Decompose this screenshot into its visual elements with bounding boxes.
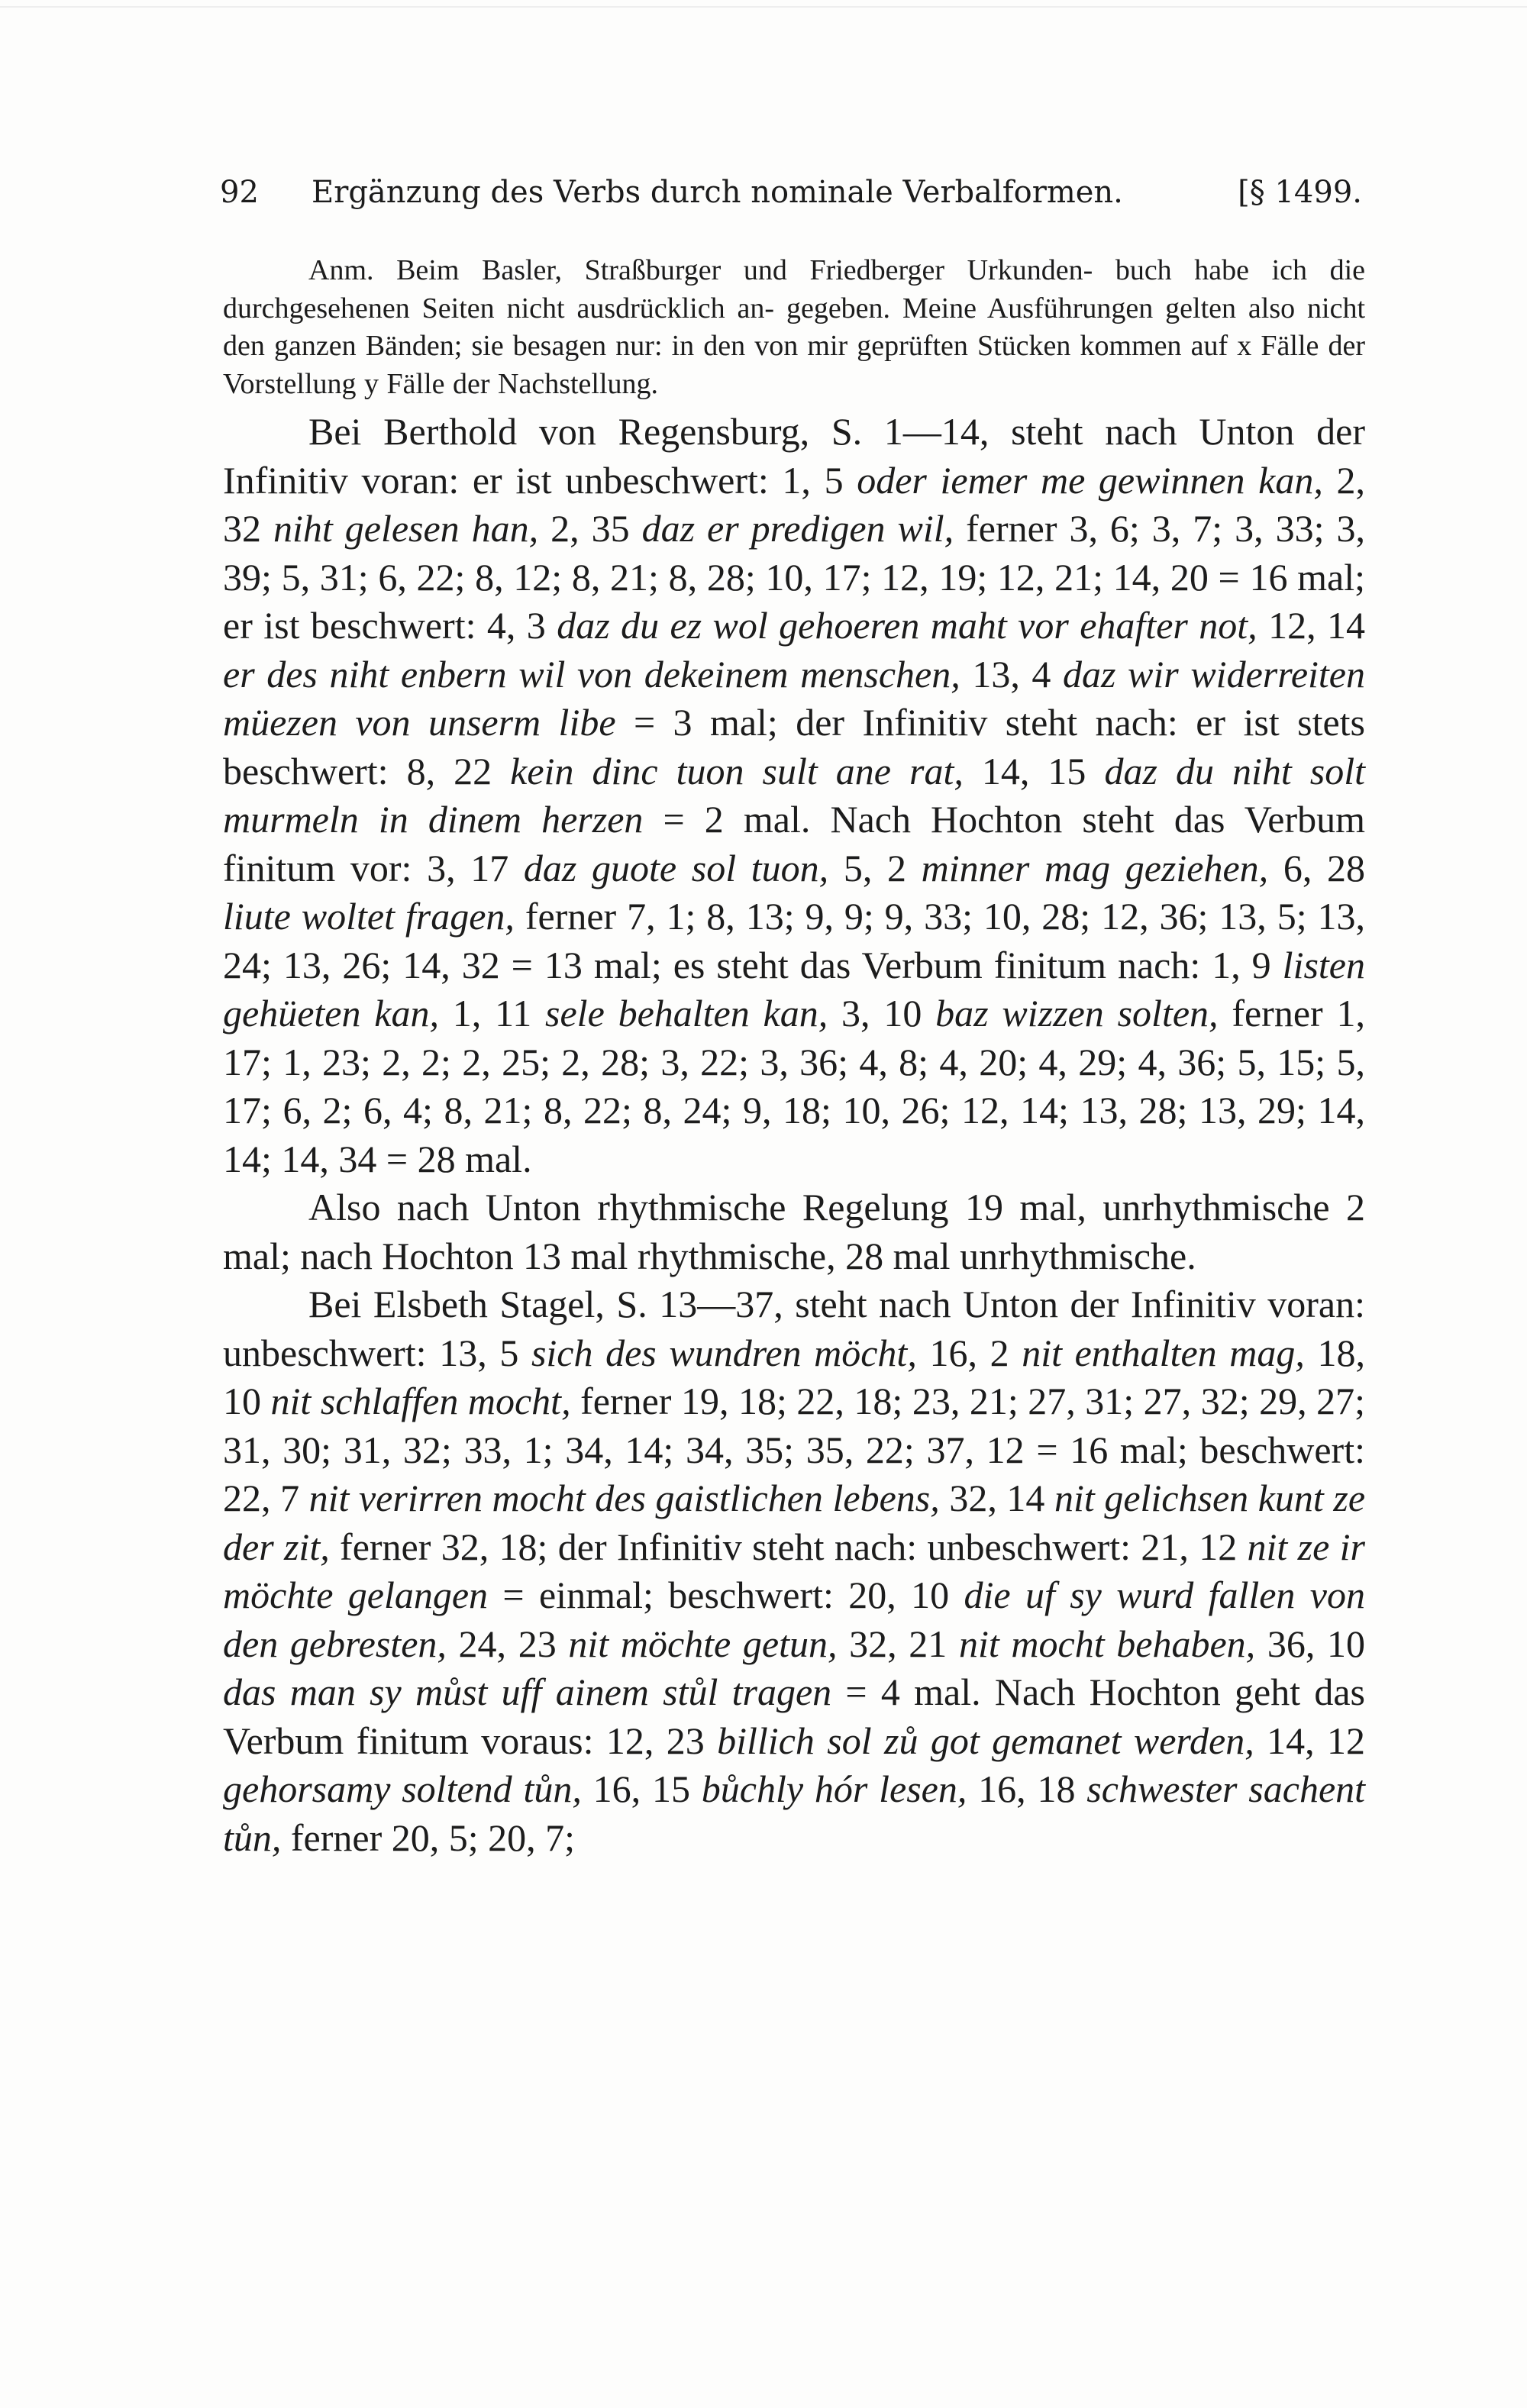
quote-run: listen gehüeten kan, — [223, 943, 1365, 1035]
text-run: 18, 10 — [223, 1331, 1366, 1422]
quote-run: niht gelesen han, — [273, 507, 539, 550]
text-run: Bei Berthold von Regensburg, S. 1—14, steht nach Unton der Infinitiv voran: er ist unbeschwert: 1, 5 — [223, 410, 1365, 502]
text-run: 3, 10 — [828, 992, 936, 1035]
quote-run: liute woltet fragen, — [223, 895, 515, 938]
paragraph-elsbeth — [223, 1280, 1365, 1862]
running-title: Ergänzung des Verbs durch nominale Verbalformen. — [312, 175, 1123, 210]
quote-run: nit ze ir möchte gelangen — [223, 1525, 1365, 1616]
quote-run: nit gelichsen kunt ze der zit, — [223, 1477, 1366, 1568]
body-text — [223, 252, 1365, 1862]
text-run: 32, 21 — [837, 1622, 959, 1665]
quote-run: er des niht enbern wil von dekeinem menschen, — [223, 652, 960, 696]
text-run: ferner 3, 6; 3, 7; 3, 33; 3, 39; 5, 31; 6, 22; 8, 12; 8, 21; 8, 28; 10, 17; 12, 19; 12, 21; 14, 20 = 16 mal; er ist beschwert: 4, 3 — [223, 507, 1365, 647]
scan-edge — [0, 6, 1527, 8]
quote-run: baz wizzen solten, — [935, 992, 1219, 1035]
paragraph-summary: Also nach Unton rhythmische Regelung 19 mal, unrhythmische 2 mal; nach Hochton 13 mal rhythmische, 28 mal unrhythmische. — [223, 1186, 1365, 1277]
text-run: 24, 23 — [446, 1622, 569, 1665]
text-run: ferner 1, 17; 1, 23; 2, 2; 2, 25; 2, 28; 3, 22; 3, 36; 4, 8; 4, 20; 4, 29; 4, 36; 5, 15; 5, 17; 6, 2; 6, 4; 8, 21; 8, 22; 8, 24; 9, 18; 10, 26; 12, 14; 13, 28; 13, 29; 14, 14; 14, 34 = 28 mal. — [223, 992, 1365, 1180]
text-run: 16, 2 — [916, 1331, 1022, 1374]
page-number: 92 — [220, 175, 259, 210]
text-run: 2, 35 — [538, 507, 642, 550]
note-line: Anm. Beim Basler, Straßburger und Friedberger Urkunden- — [308, 254, 1093, 286]
text-run: 6, 28 — [1268, 846, 1365, 889]
text-run: ferner 7, 1; 8, 13; 9, 9; 9, 33; 10, 28; 12, 36; 13, 5; 13, 24; 13, 26; 14, 32 = 13 mal; es steht das Verbum finitum nach: 1, 9 — [223, 895, 1365, 986]
text-run: = 2 mal. Nach Hochton steht das Verbum finitum vor: 3, 17 — [223, 798, 1365, 889]
quote-run: nit verirren mocht des gaistlichen lebens, — [308, 1477, 940, 1519]
text-run: 1, 11 — [438, 992, 546, 1035]
text-run: 14, 12 — [1254, 1719, 1365, 1762]
quote-run: nit schlaffen mocht, — [270, 1380, 571, 1422]
quote-run: schwester sachent tůn, — [223, 1767, 1366, 1859]
text-run: 36, 10 — [1255, 1622, 1365, 1665]
quote-run: nit möchte getun, — [568, 1622, 838, 1665]
annotation-note — [223, 252, 1365, 403]
text-run: = einmal; beschwert: 20, 10 — [488, 1574, 964, 1616]
quote-run: gehorsamy soltend tůn, — [223, 1767, 582, 1810]
text-run: ferner 32, 18; der Infinitiv steht nach: unbeschwert: 21, 12 — [329, 1525, 1248, 1568]
quote-run: bůchly hór lesen, — [701, 1767, 967, 1810]
quote-run: oder iemer me gewinnen kan, — [857, 458, 1323, 502]
quote-run: sich des wundren möcht, — [531, 1331, 917, 1374]
text-run: 16, 15 — [581, 1767, 702, 1810]
quote-run: minner mag geziehen, — [921, 846, 1269, 889]
quote-run: das man sy můst uff ainem stůl tragen — [223, 1670, 832, 1713]
text-run: ferner 19, 18; 22, 18; 23, 21; 27, 31; 27, 32; 29, 27; 31, 30; 31, 32; 33, 1; 34, 14; 34, 35; 35, 22; 37, 12 = 16 mal; beschwert: 22, 7 — [223, 1380, 1366, 1519]
quote-run: die uf sy wurd fallen von den gebresten, — [223, 1574, 1365, 1665]
section-number: [§ 1499. — [1238, 175, 1362, 210]
text-run: 12, 14 — [1257, 604, 1365, 647]
quote-run: kein dinc tuon sult ane rat, — [510, 749, 964, 792]
text-run: = 4 mal. Nach Hochton geht das Verbum finitum voraus: 12, 23 — [223, 1670, 1366, 1762]
quote-run: daz wir widerreiten müezen von unserm libe — [223, 652, 1365, 744]
text-run: 13, 4 — [960, 652, 1063, 696]
note-line: gegeben. Meine Ausführungen gelten also nicht den ganzen Bänden; — [223, 292, 1366, 362]
quote-run: daz du niht solt murmeln in dinem herzen — [223, 749, 1366, 841]
quote-run: daz du ez wol gehoeren maht vor ehafter not, — [557, 604, 1257, 647]
running-head — [220, 169, 1362, 215]
text-run: Bei Elsbeth Stagel, S. 13—37, steht nach Unton der Infinitiv voran: unbeschwert: 13, 5 — [223, 1283, 1365, 1374]
quote-run: nit enthalten mag, — [1022, 1331, 1305, 1374]
text-run: = 3 mal; der Infinitiv steht nach: er ist stets beschwert: 8, 22 — [223, 701, 1365, 792]
text-run: 16, 18 — [967, 1767, 1087, 1810]
note-line: sie besagen nur: in den von mir geprüften Stücken kommen auf — [471, 330, 1228, 362]
quote-run: nit mocht behaben, — [958, 1622, 1256, 1665]
paragraph-berthold — [223, 408, 1365, 1183]
quote-run: billich sol zů got gemanet werden, — [717, 1719, 1254, 1762]
note-line: x Fälle der Vorstellung y Fälle der Nachstellung. — [223, 330, 1366, 400]
quote-run: sele behalten kan, — [545, 992, 828, 1035]
text-run: 2, 32 — [223, 458, 1365, 550]
quote-run: daz guote sol tuon, — [523, 846, 829, 889]
text-run: 14, 15 — [963, 749, 1105, 792]
text-run: 5, 2 — [828, 846, 922, 889]
note-line: buch habe ich die durchgesehenen Seiten nicht ausdrücklich an- — [223, 254, 1365, 324]
text-run: ferner 20, 5; 20, 7; — [281, 1816, 576, 1859]
quote-run: daz er predigen wil, — [641, 507, 954, 550]
text-run: 32, 14 — [939, 1477, 1054, 1519]
